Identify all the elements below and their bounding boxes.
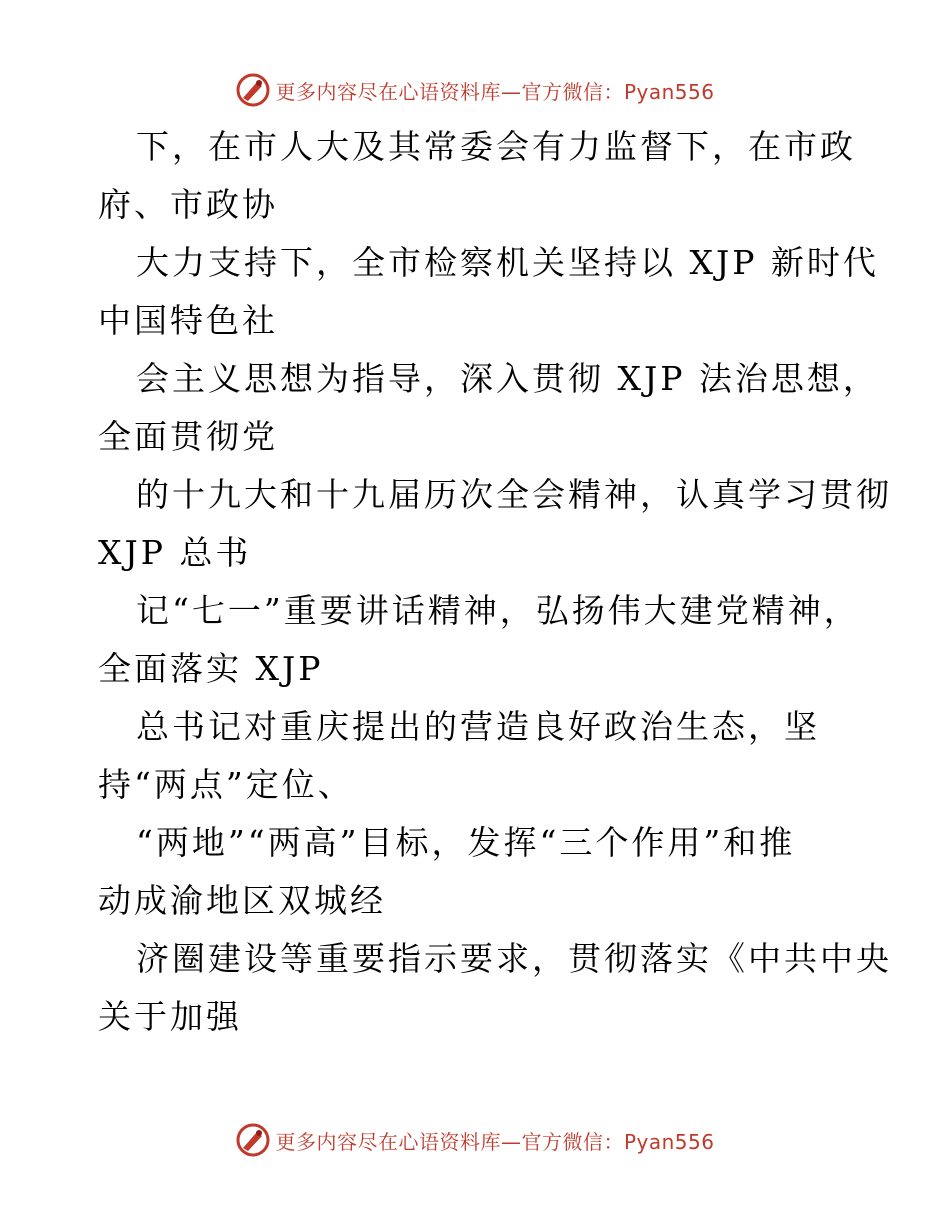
text-line: 记“七一”重要讲话精神，弘扬伟大建党精神， [136,591,860,630]
header-banner [0,70,950,110]
text-line: 总书记对重庆提出的营造良好政治生态，坚 [136,707,820,746]
text-line: XJP 总书 [98,533,252,572]
text-line: 大力支持下，全市检察机关坚持以 XJP 新时代 [136,243,879,282]
brand-logo-icon [235,72,271,108]
document-body [98,118,892,1046]
text-line: 府、市政协 [98,185,278,224]
text-line: 下，在市人大及其常委会有力监督下，在市政 [136,127,856,166]
brand-logo-icon [235,1122,271,1158]
text-line: 全面贯彻党 [98,417,278,456]
text-line: 会主义思想为指导，深入贯彻 XJP 法治思想， [136,359,879,398]
text-line: 全面落实 XJP [98,649,324,688]
text-line: 关于加强 [98,997,242,1036]
footer-banner [0,1120,950,1160]
text-line: 动成渝地区双城经 [98,881,386,920]
header-banner-text: 更多内容尽在心语资料库—官方微信：Pyan556 [275,79,715,104]
text-line: 中国特色社 [98,301,278,340]
text-line: 的十九大和十九届历次全会精神，认真学习贯彻 [136,475,892,514]
text-line: 持“两点”定位、 [98,765,354,804]
footer-banner-text: 更多内容尽在心语资料库—官方微信：Pyan556 [275,1129,715,1154]
text-line: 济圈建设等重要指示要求，贯彻落实《中共中央 [136,939,892,978]
text-line: “两地”“两高”目标，发挥“三个作用”和推 [136,823,796,862]
